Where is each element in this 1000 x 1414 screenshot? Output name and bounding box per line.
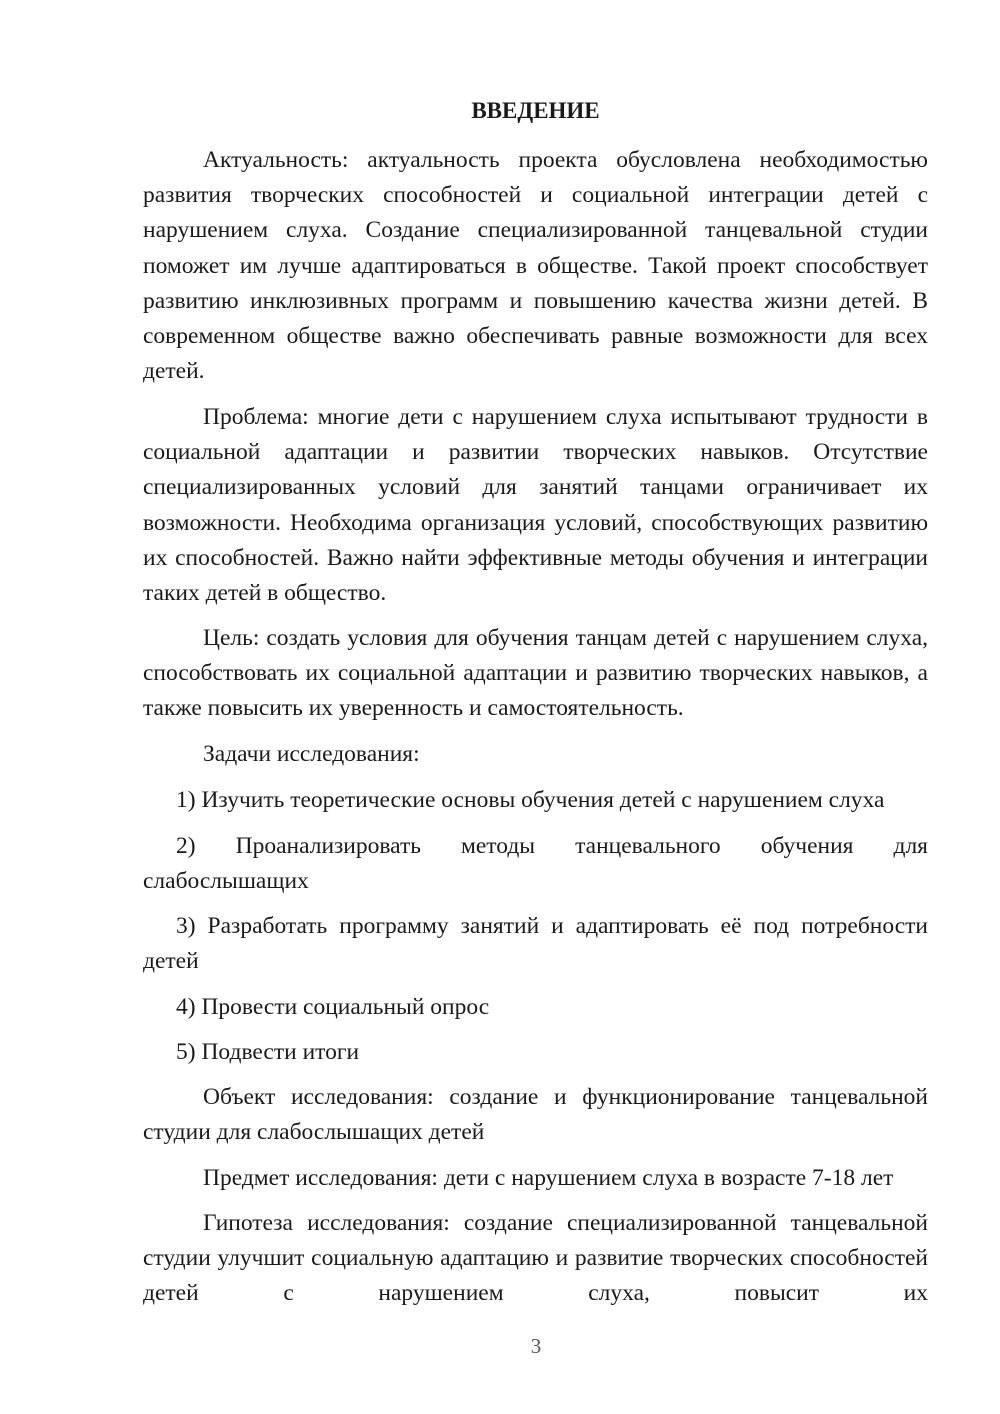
goal-paragraph: Цель: создать условия для обучения танцам детей с нарушением слуха, способствовать их социальной адаптации и развитию творческих навыков, а также повысить их уверенность и самостоятельность.: [143, 625, 928, 722]
task-item: 1) Изучить теоретические основы обучения детей с нарушением слуха: [176, 787, 885, 813]
task-item: 5) Подвести итоги: [176, 1039, 360, 1065]
hypothesis-paragraph: Гипотеза исследования: создание специализированной танцевальной студии улучшит социальную адаптацию и развитие творческих способностей детей с нарушением слуха, повысит их: [143, 1210, 928, 1307]
page-number: 3: [530, 1334, 542, 1358]
subject-paragraph: Предмет исследования: дети с нарушением слуха в возрасте 7-18 лет: [203, 1165, 894, 1191]
task-item: 4) Провести социальный опрос: [176, 994, 490, 1020]
task-item: 3) Разработать программу занятий и адаптировать её под потребности детей: [143, 913, 928, 975]
tasks-title: Задачи исследования:: [203, 741, 420, 767]
section-heading: ВВЕДЕНИЕ: [471, 98, 600, 123]
object-paragraph: Объект исследования: создание и функционирование танцевальной студии для слабослышащих детей: [143, 1084, 928, 1146]
task-item: 2) Проанализировать методы танцевального обучения для слабослышащих: [143, 833, 928, 895]
relevance-paragraph: Актуальность: актуальность проекта обусловлена необходимостью развития творческих способностей и социальной интеграции детей с нарушением слуха. Создание специализированной танцевальной студии поможет им лучше адаптироваться в обществе. Такой проект способствует развитию инклюзивных программ и повышению качества жизни детей. В современном обществе важно обеспечивать равные возможности для всех детей.: [143, 147, 928, 385]
problem-paragraph: Проблема: многие дети с нарушением слуха испытывают трудности в социальной адаптации и развитии творческих навыков. Отсутствие специализированных условий для занятий танцами ограничивает их возможности. Необходима организация условий, способствующих развитию их способностей. Важно найти эффективные методы обучения и интеграции таких детей в общество.: [143, 404, 928, 607]
